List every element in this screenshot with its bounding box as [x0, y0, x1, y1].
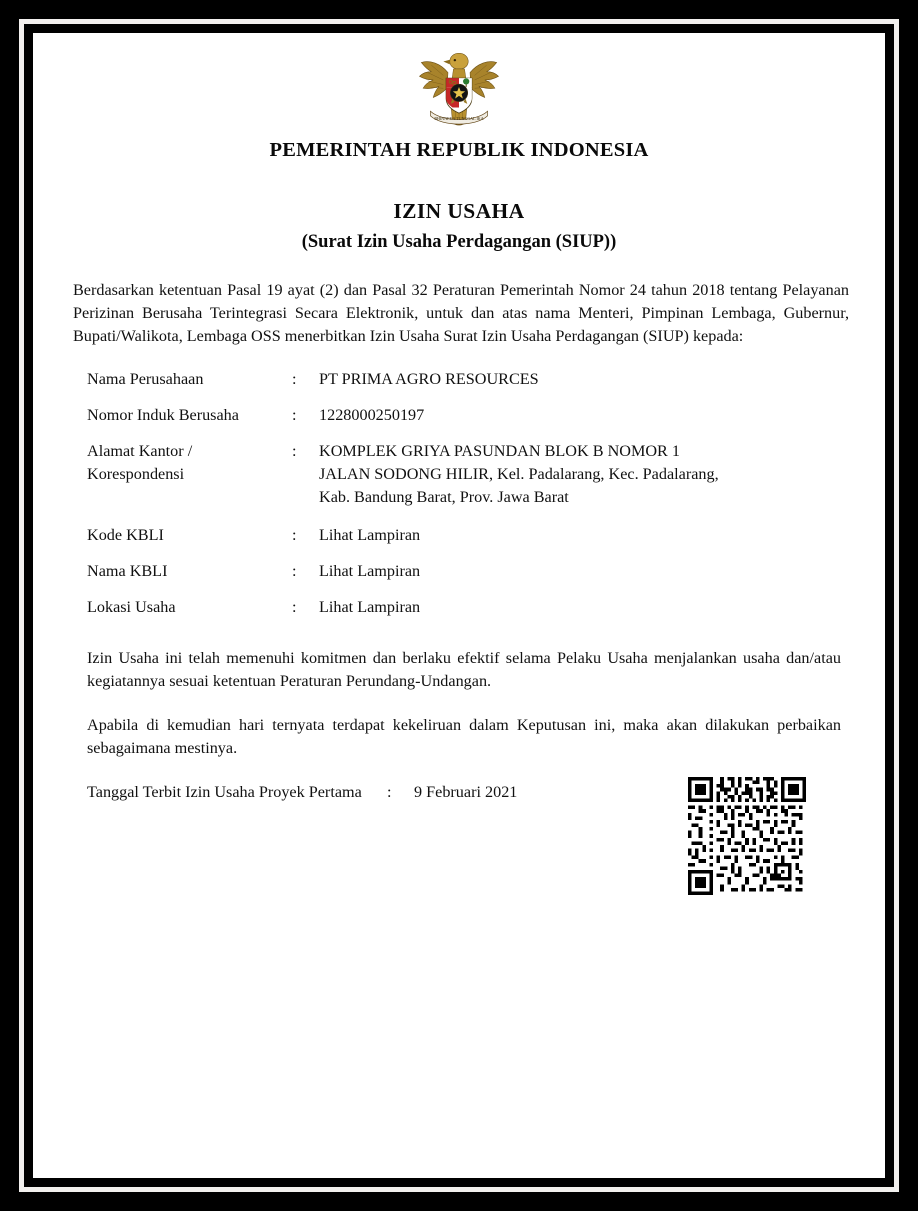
address-label — [87, 440, 292, 524]
document-body — [33, 279, 885, 802]
page-title-main: IZIN USAHA — [393, 199, 525, 223]
table-row-business-location — [87, 596, 719, 619]
table-row-company-name — [87, 368, 719, 404]
address-value-line-2: JALAN SODONG HILIR, Kel. Padalarang, Kec. Padalarang, — [319, 465, 719, 483]
issue-date-label: Tanggal Terbit Izin Usaha Proyek Pertama — [87, 782, 362, 801]
company-name-label: Nama Perusahaan — [87, 370, 204, 388]
address-label-line-1: Alamat Kantor / — [87, 442, 193, 460]
closing-paragraph-2: Apabila di kemudian hari ternyata terdapat kekeliruan dalam Keputusan ini, maka akan dilakukan perbaikan sebagaimana mestinya. — [87, 715, 841, 758]
intro-paragraph: Berdasarkan ketentuan Pasal 19 ayat (2) dan Pasal 32 Peraturan Pemerintah Nomor 24 tahun 2018 tentang Pelayanan Perizinan Berusaha Terintegrasi Secara Elektronik, untuk dan atas nama Menteri, Pimpinan Lembaga, Gubernur, Bupati/Walikota, Lembaga OSS menerbitkan Izin Usaha Surat Izin Usaha Perdagangan (SIUP) kepada: — [73, 281, 849, 345]
table-row-kbli-name — [87, 560, 719, 596]
colon-separator: : — [292, 442, 297, 460]
address-value-line-3: Kab. Bandung Barat, Prov. Jawa Barat — [319, 488, 569, 506]
verification-qr-code — [688, 776, 806, 896]
company-name-value: PT PRIMA AGRO RESOURCES — [319, 370, 539, 388]
closing-statements — [87, 647, 841, 761]
kbli-name-value: Lihat Lampiran — [319, 562, 421, 580]
document-frame-gap — [19, 19, 899, 1192]
business-location-label: Lokasi Usaha — [87, 598, 176, 616]
kbli-code-value: Lihat Lampiran — [319, 526, 421, 544]
address-value-line-1: KOMPLEK GRIYA PASUNDAN BLOK B NOMOR 1 — [319, 442, 680, 460]
table-row-nib — [87, 404, 719, 440]
colon-separator: : — [292, 526, 297, 544]
permit-details-table — [87, 368, 719, 619]
colon-separator: : — [292, 598, 297, 616]
svg-text:BHINNEKA TUNGGAL IKA: BHINNEKA TUNGGAL IKA — [434, 115, 484, 121]
kbli-name-label: Nama KBLI — [87, 562, 168, 580]
address-value — [319, 440, 719, 524]
table-row-address — [87, 440, 719, 524]
issue-date-value: 9 Februari 2021 — [414, 782, 518, 801]
colon-separator: : — [292, 562, 297, 580]
document-page — [33, 33, 885, 1178]
colon-separator: : — [387, 782, 392, 801]
page-subtitle: (Surat Izin Usaha Perdagangan (SIUP)) — [301, 232, 617, 252]
nib-value: 1228000250197 — [319, 406, 425, 424]
document-inner-rule — [24, 24, 894, 1187]
page-title-organization: PEMERINTAH REPUBLIK INDONESIA — [269, 139, 649, 161]
table-row-kbli-code — [87, 524, 719, 560]
kbli-code-label: Kode KBLI — [87, 526, 164, 544]
address-label-line-2: Korespondensi — [87, 465, 185, 483]
emblem-container — [33, 33, 885, 137]
colon-separator: : — [292, 406, 297, 424]
business-location-value: Lihat Lampiran — [319, 598, 421, 616]
closing-paragraph-1: Izin Usaha ini telah memenuhi komitmen dan berlaku efektif selama Pelaku Usaha menjalankan usaha dan/atau kegiatannya sesuai ketentuan Peraturan Perundang-Undangan. — [87, 649, 841, 691]
garuda-pancasila-emblem — [413, 45, 505, 137]
nib-label: Nomor Induk Berusaha — [87, 406, 239, 424]
colon-separator: : — [292, 370, 297, 388]
